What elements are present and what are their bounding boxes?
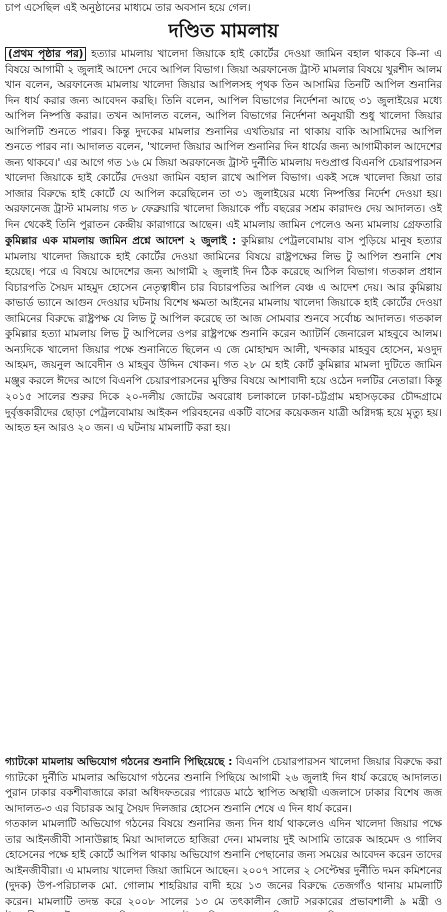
- paragraph-text: কুমিল্লায় পেট্রলবোমায় বাস পুড়িয়ে মানুষ হত্যার মামলায় খালেদা জিয়াকে হাই কোর্টের দেওয়া জামিনের বিষয়ে রাষ্ট্রপক্ষের লিভ টু আপিল শুনানি শেষ হয়েছে। পরে এ বিষয়ে আদেশের জন্য আগামী ২ জুলাই দিন ঠিক করেছে আপিল বিভাগ। গতকাল প্রধান বিচারপতি সৈয়দ মাহমুদ হোসেন নেতৃত্বাধীন চার বিচারপতির আপিল বেঞ্চ এ আদেশ দেয়। আর কুমিল্লায় কাভার্ড ভ্যানে আগুন দেওয়ার ঘটনায় বিশেষ ক্ষমতা আইনের মামলায় খালেদা জিয়াকে হাই কোর্টের দেওয়া জামিনের বিরুদ্ধে রাষ্ট্রপক্ষ যে লিভ টু আপিল করেছে তা আজ সোমবার শুনবে সর্বোচ্চ আদালত। গতকাল কুমিল্লার হত্যা মামলায় লিভ টু আপিলের ওপর রাষ্ট্রপক্ষে শুনানি করেন অ্যাটর্নি জেনারেল মাহবুবে আলম। অন্যদিকে খালেদা জিয়ার পক্ষে শুনানিতে ছিলেন এ জে মোহাম্মদ আলী, খন্দকার মাহবুব হোসেন, মওদুদ আহমদ, জয়নুল আবেদীন ও মাহবুব উদ্দিন খোকন। গত ২৮ মে হাই কোর্ট কুমিল্লার মামলা দুটিতে জামিন মঞ্জুর করলে ঈদের আগে বিএনপি চেয়ারপারসনের মুক্তির বিষয়ে আশাবাদী হয়ে ওঠেন দলটির নেতারা। কিন্তু: [5, 235, 442, 387]
- subheading: গ্যাটকো মামলায় অভিযোগ গঠনের শুনানি পিছিয়েছে :: [5, 756, 233, 768]
- article-paragraph: [5, 47, 442, 234]
- article-paragraph: [5, 755, 442, 817]
- continuation-tag: (প্রথম পৃষ্ঠার পর): [5, 47, 86, 61]
- article-paragraph: [5, 234, 442, 390]
- paragraph-text: বিএনপি চেয়ারপারসন খালেদা জিয়ার বিরুদ্ধে করা গ্যাটকো দুর্নীতি মামলার অভিযোগ গঠনের শুনানি পিছিয়ে আগামী ২৬ জুলাই দিন ধার্য করেছে আদালত। পুরান ঢাকার বকশীবাজারে কারা অধিদফতরের প্যারেড মাঠে স্থাপিত অস্থায়ী এজলাসে ঢাকার বিশেষ জজ আদালত-৩ এর বিচারক আবু সৈয়দ দিলজার হোসেন শুনানি শেষে এ দিন ধার্য করেন।: [5, 756, 442, 815]
- article-paragraph: [5, 817, 442, 912]
- paragraph-text: গতকাল মামলাটি অভিযোগ গঠনের বিষয়ে শুনানির জন্য দিন ধার্য থাকলেও এদিন খালেদা জিয়ার পক্ষে তার আইনজীবী সানাউল্লাহ মিয়া আদালতে হাজিরা দেন। মামলায় দুই আসামি তারেক আহমেদ ও গালিব হোসেনের পক্ষে হাই কোর্টে আপিল থাকায় অভিযোগ শুনানি পেছানোর জন্য সময়ের আবেদন করেন তাদের আইনজীবীরা। এ মামলায় খালেদা জিয়া জামিনে আছেন। ২০০৭ সালের ২ সেপ্টেম্বর দুর্নীতি দমন কমিশনের (দুদক) উপ-পরিচালক মো. গোলাম শাহরিয়ার বাদী হয়ে ১৩ জনের বিরুদ্ধে তেজগাঁও থানায় মামলাটি করেন। মামলাটি তদন্ত করে ২০০৮ সালের ১৩ মে তৎকালীন জোট সরকারের প্রভাবশালী ৯ মন্ত্রী ও: [5, 818, 442, 908]
- previous-article-tail: চাপ এসেছিল এই অনুষ্ঠানের মাধ্যমে তার অবসান হয়ে গেল।: [5, 2, 251, 14]
- article-headline: দণ্ডিত মামলায়: [168, 20, 279, 42]
- paragraph-text: ২০১৫ সালের শুরুর দিকে ২০-দলীয় জোটের অবরোধ চলাকালে ঢাকা-চট্টগ্রাম মহাসড়কের চৌদ্দগ্রামে দুর্বৃত্তকারীদের ছোড়া পেট্রলবোমায় আইকন পরিবহনের একটি বাসের কয়েকজন যাত্রী অগ্নিদগ্ধ হয়ে মৃত্যু হয়। আহত হন আরও ২০ জন। এ ঘটনায় মামলাটি করা হয়।: [5, 391, 442, 435]
- paragraph-text: হত্যার মামলায় খালেদা জিয়াকে হাই কোর্টের দেওয়া জামিন বহাল থাকবে কি-না এ বিষয়ে আগামী ২ জুলাই আদেশ দেবে আপিল বিভাগ। জিয়া অরফানেজ ট্রাস্ট মামলার বিষয়ে খুরশীদ আলম খান বলেন, অরফানেজ মামলায় খালেদা জিয়ার আপিলসহ পৃথক তিন আসামির তিনটি আপিল শুনানির দিন ধার্য করার জন্য আবেদন করছি। তিনি বলেন, আপিল বিভাগের নির্দেশনা আছে ৩১ জুলাইয়ের মধ্যে আপিল নিষ্পত্তি করার। তখন আদালত বলেন, আপিল বিভাগের নির্দেশনা অনুযায়ী শুধু খালেদা জিয়ার আপিলটি শুনতে পারব। কিন্তু দুদকের মামলার শুনানির এখতিয়ার না থাকায় বাকি আসামিদের আপিল শুনতে পারব না। আদালত বলেন, 'খালেদা জিয়ার আপিল শুনানির দিন ধার্যের জন্য আগামীকাল আদেশের জন্য থাকবে।' এর আগে গত ১৬ মে জিয়া অরফানেজ ট্রাস্ট দুর্নীতি মামলায় দণ্ডপ্রাপ্ত বিএনপি চেয়ারপারসন খালেদা জিয়াকে হাই কোর্টের দেওয়া জামিন বহাল রাখে আপিল বিভাগ। একই সঙ্গে খালেদা জিয়া তার সাজার বিরুদ্ধে হাই কোর্টে যে আপিল করেছিলেন তা ৩১ জুলাইয়ের মধ্যে নিষ্পত্তির নির্দেশ দেওয়া হয়। অরফানেজ ট্রাস্ট মামলায় গত ৮ ফেব্রুয়ারি খালেদা জিয়াকে পাঁচ বছরের সশ্রম কারাদণ্ড দেয় আদালত। ওই দিন থেকেই তিনি পুরাতন কেন্দ্রীয় কারাগারে আছেন। এই মামলায় জামিন পেলেও অন্য মামলায় গ্রেফতারি: [5, 48, 442, 232]
- article-paragraph: [5, 390, 442, 755]
- subheading: কুমিল্লার এক মামলায় জামিন প্রশ্নে আদেশ ২ জুলাই :: [5, 235, 237, 247]
